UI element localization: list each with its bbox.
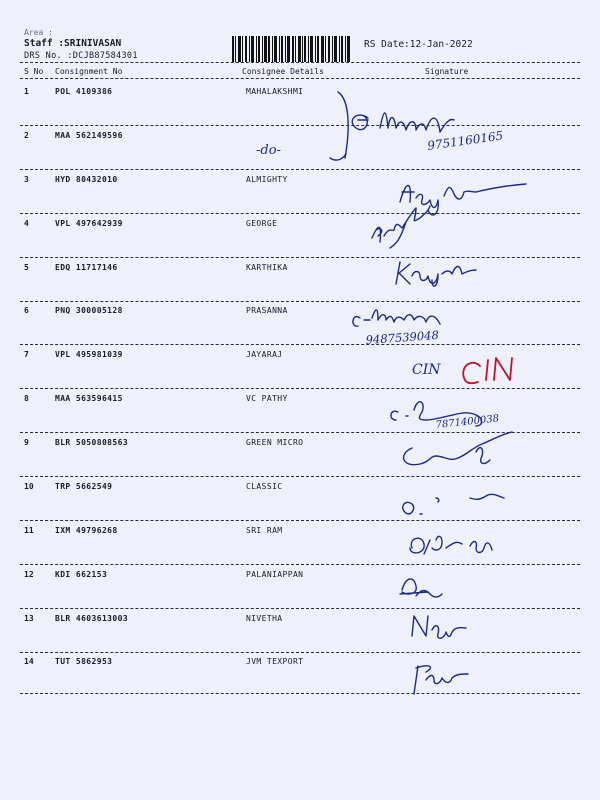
row-consignee: PRASANNA (246, 306, 288, 315)
row-consignment: TRP 5662549 (55, 482, 113, 491)
signature-row-3 (400, 184, 526, 215)
row-sno: 12 (24, 570, 34, 579)
handwritten-phone-2: 9487539048 (365, 327, 440, 347)
row-sno: 7 (24, 350, 29, 359)
row-consignee: JAYARAJ (246, 350, 283, 359)
row-consignee: JVM TEXPORT (246, 657, 304, 666)
signature-row-14 (414, 666, 468, 694)
signature-row-12 (400, 579, 442, 597)
row-sno: 4 (24, 219, 29, 228)
signature-row-6-7 (353, 310, 512, 383)
row-consignment: TUT 5862953 (55, 657, 113, 666)
handwritten-phone-1: 9751160165 (426, 128, 505, 153)
row-consignee: NIVETHA (246, 614, 283, 623)
row-consignee: GEORGE (246, 219, 278, 228)
row-sno: 13 (24, 614, 34, 623)
row-consignment: MAA 562149596 (55, 131, 123, 140)
signature-row-8 (391, 402, 500, 431)
signature-row-1-2 (256, 92, 504, 160)
row-sno: 10 (24, 482, 34, 491)
handwritten-cin-blue: CIN (412, 362, 441, 378)
row-sno: 14 (24, 657, 34, 666)
signature-row-5 (396, 262, 476, 286)
row-sno: 5 (24, 263, 29, 272)
signature-row-13 (412, 616, 466, 638)
row-consignment: VPL 497642939 (55, 219, 123, 228)
signature-row-9 (404, 432, 512, 465)
row-consignment: HYD 80432010 (55, 175, 118, 184)
column-header-consignee: Consignee Details (242, 67, 324, 76)
row-consignee: VC PATHY (246, 394, 288, 403)
column-header-signature: Signature (425, 67, 469, 76)
signature-row-4 (372, 206, 430, 248)
staff-name: Staff :SRINIVASAN (24, 38, 122, 49)
row-sno: 9 (24, 438, 29, 447)
row-consignment: KDI 662153 (55, 570, 108, 579)
row-consignee: KARTHIKA (246, 263, 288, 272)
row-consignment: PNQ 300005128 (55, 306, 123, 315)
column-header-sno: S No (24, 67, 44, 76)
area-label: Area : (24, 28, 53, 37)
column-header-consignment: Consignment No (55, 67, 123, 76)
row-consignment: POL 4109386 (55, 87, 113, 96)
row-sno: 3 (24, 175, 29, 184)
signature-row-11 (410, 536, 492, 554)
row-consignee: MAHALAKSHMI (246, 87, 304, 96)
row-sno: 2 (24, 131, 29, 140)
row-consignment: BLR 4603613003 (55, 614, 129, 623)
row-consignee: ALMIGHTY (246, 175, 288, 184)
row-consignment: BLR 5050808563 (55, 438, 129, 447)
row-consignee: PALANIAPPAN (246, 570, 304, 579)
row-sno: 1 (24, 87, 29, 96)
ditto-mark: -do- (256, 143, 281, 158)
row-sno: 8 (24, 394, 29, 403)
row-sno: 6 (24, 306, 29, 315)
rs-date: RS Date:12-Jan-2022 (364, 39, 473, 50)
row-consignee: CLASSIC (246, 482, 283, 491)
row-consignment: IXM 49796268 (55, 526, 118, 535)
signature-row-10 (403, 494, 504, 514)
handwritten-phone-3: 7871400038 (435, 413, 500, 431)
row-consignment: VPL 495981039 (55, 350, 123, 359)
drs-number: DRS No. :DCJB87584301 (24, 51, 138, 61)
row-consignee: SRI RAM (246, 526, 283, 535)
row-consignment: MAA 563596415 (55, 394, 123, 403)
row-sno: 11 (24, 526, 34, 535)
row-consignee: GREEN MICRO (246, 438, 304, 447)
row-consignment: EDQ 11717146 (55, 263, 118, 272)
